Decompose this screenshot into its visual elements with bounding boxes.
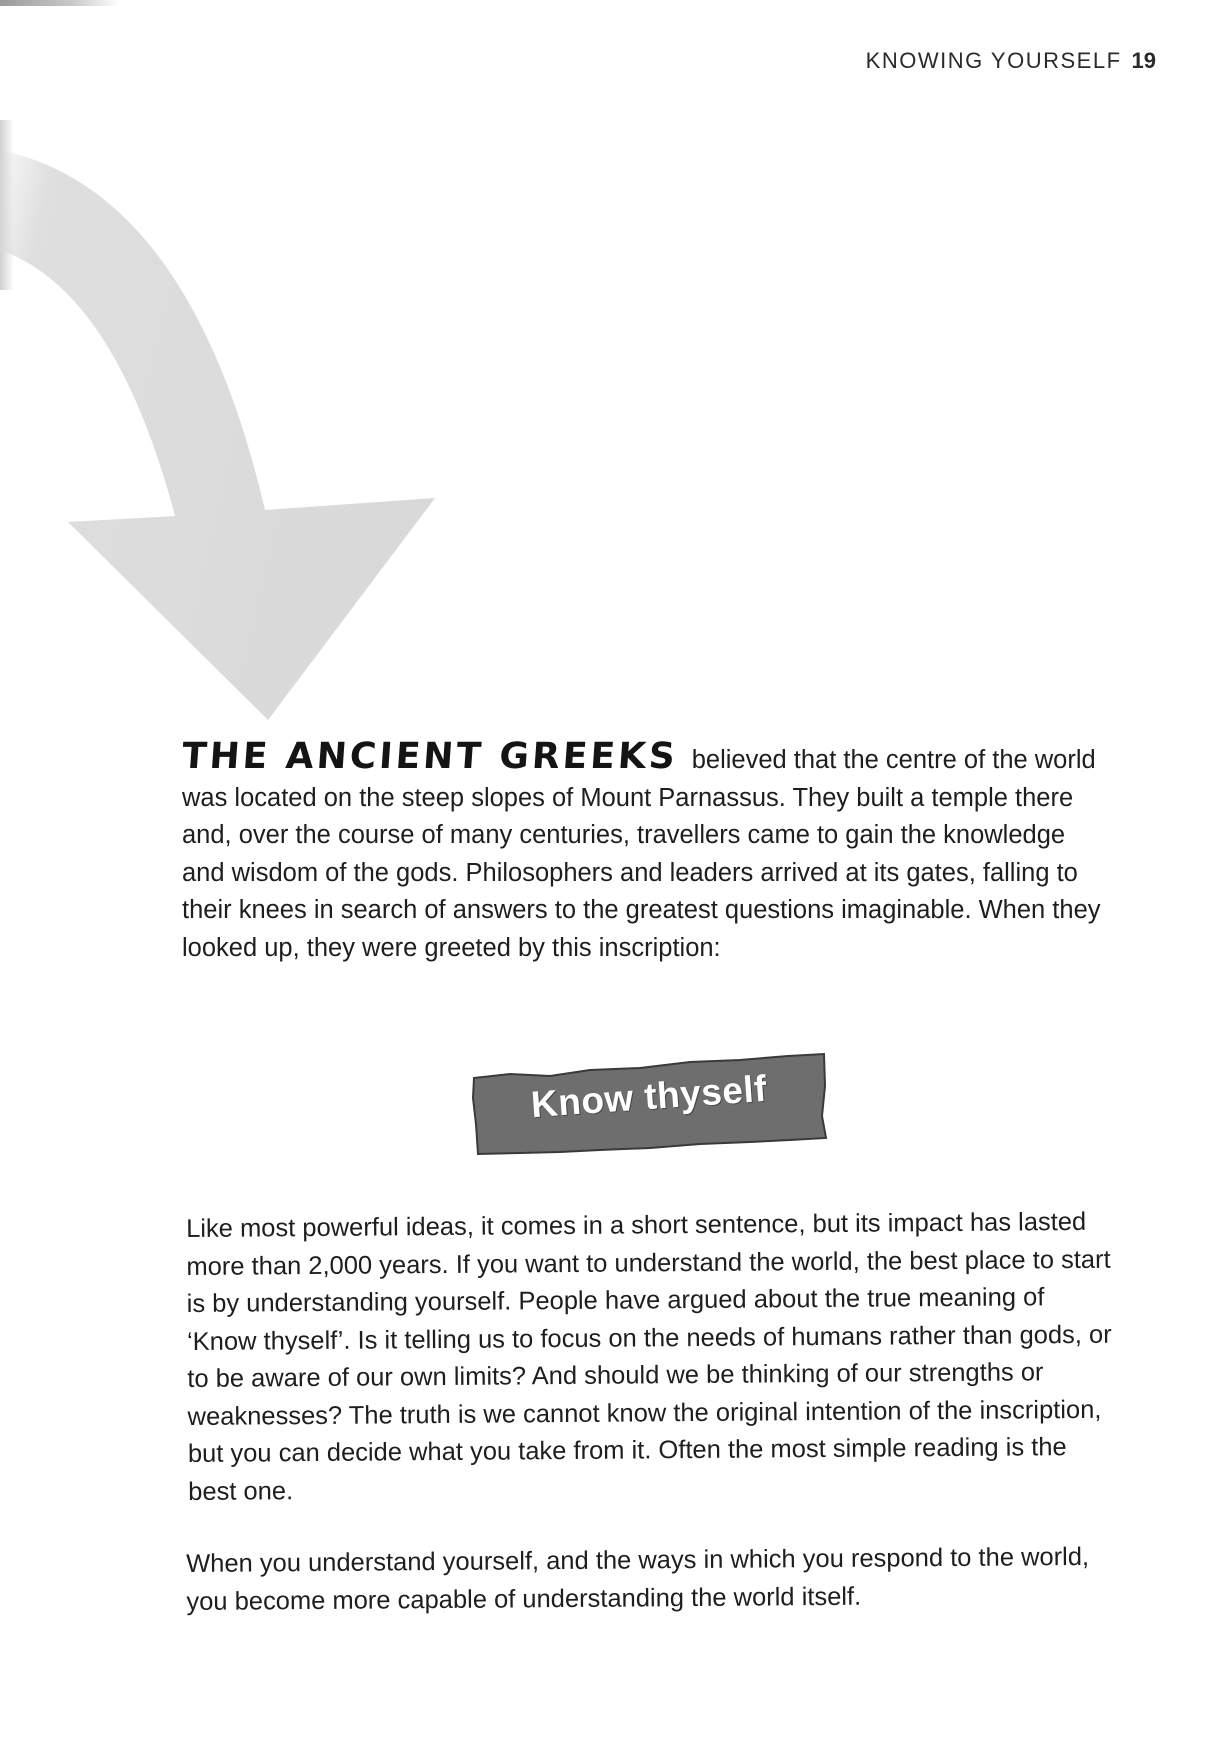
inscription-text: Know thyself (529, 1067, 769, 1126)
body-paragraph-2: When you understand yourself, and the ways in which you respond to the world, you become more capable of understanding the world itself. (186, 1542, 1090, 1616)
curved-down-arrow-icon (0, 130, 460, 730)
page-number: 19 (1131, 48, 1156, 73)
section-title: KNOWING YOURSELF (865, 48, 1122, 73)
scan-artifact (0, 0, 120, 6)
inscription-banner (470, 1052, 828, 1156)
intro-paragraph (182, 738, 1112, 967)
running-header (866, 48, 1156, 74)
intro-text: believed that the centre of the world was located on the steep slopes of Mount Parnassus. They built a temple there and, over the course of many centuries, travellers came to gain the knowledge and wisdom of the gods. Philosophers and leaders arrived at its gates, falling to their knees in search of answers to the greatest questions imaginable. When they looked up, they were greeted by this inscription: (182, 746, 1101, 962)
body-paragraph-1: Like most powerful ideas, it comes in a short sentence, but its impact has lasted more than 2,000 years. If you want to understand the world, the best place to start is by understanding yourself. People have argued about the true meaning of ‘Know thyself’. Is it telling us to focus on the needs of humans rather than gods, or to be aware of our own limits? And should we be thinking of our strengths or weaknesses? The truth is we cannot know the original intention of the inscription, but you can decide what you take from it. Often the most simple reading is the best one. (186, 1207, 1112, 1506)
arrow-shape (0, 150, 435, 720)
lead-in-heading: THE ANCIENT GREEKS (180, 736, 680, 777)
